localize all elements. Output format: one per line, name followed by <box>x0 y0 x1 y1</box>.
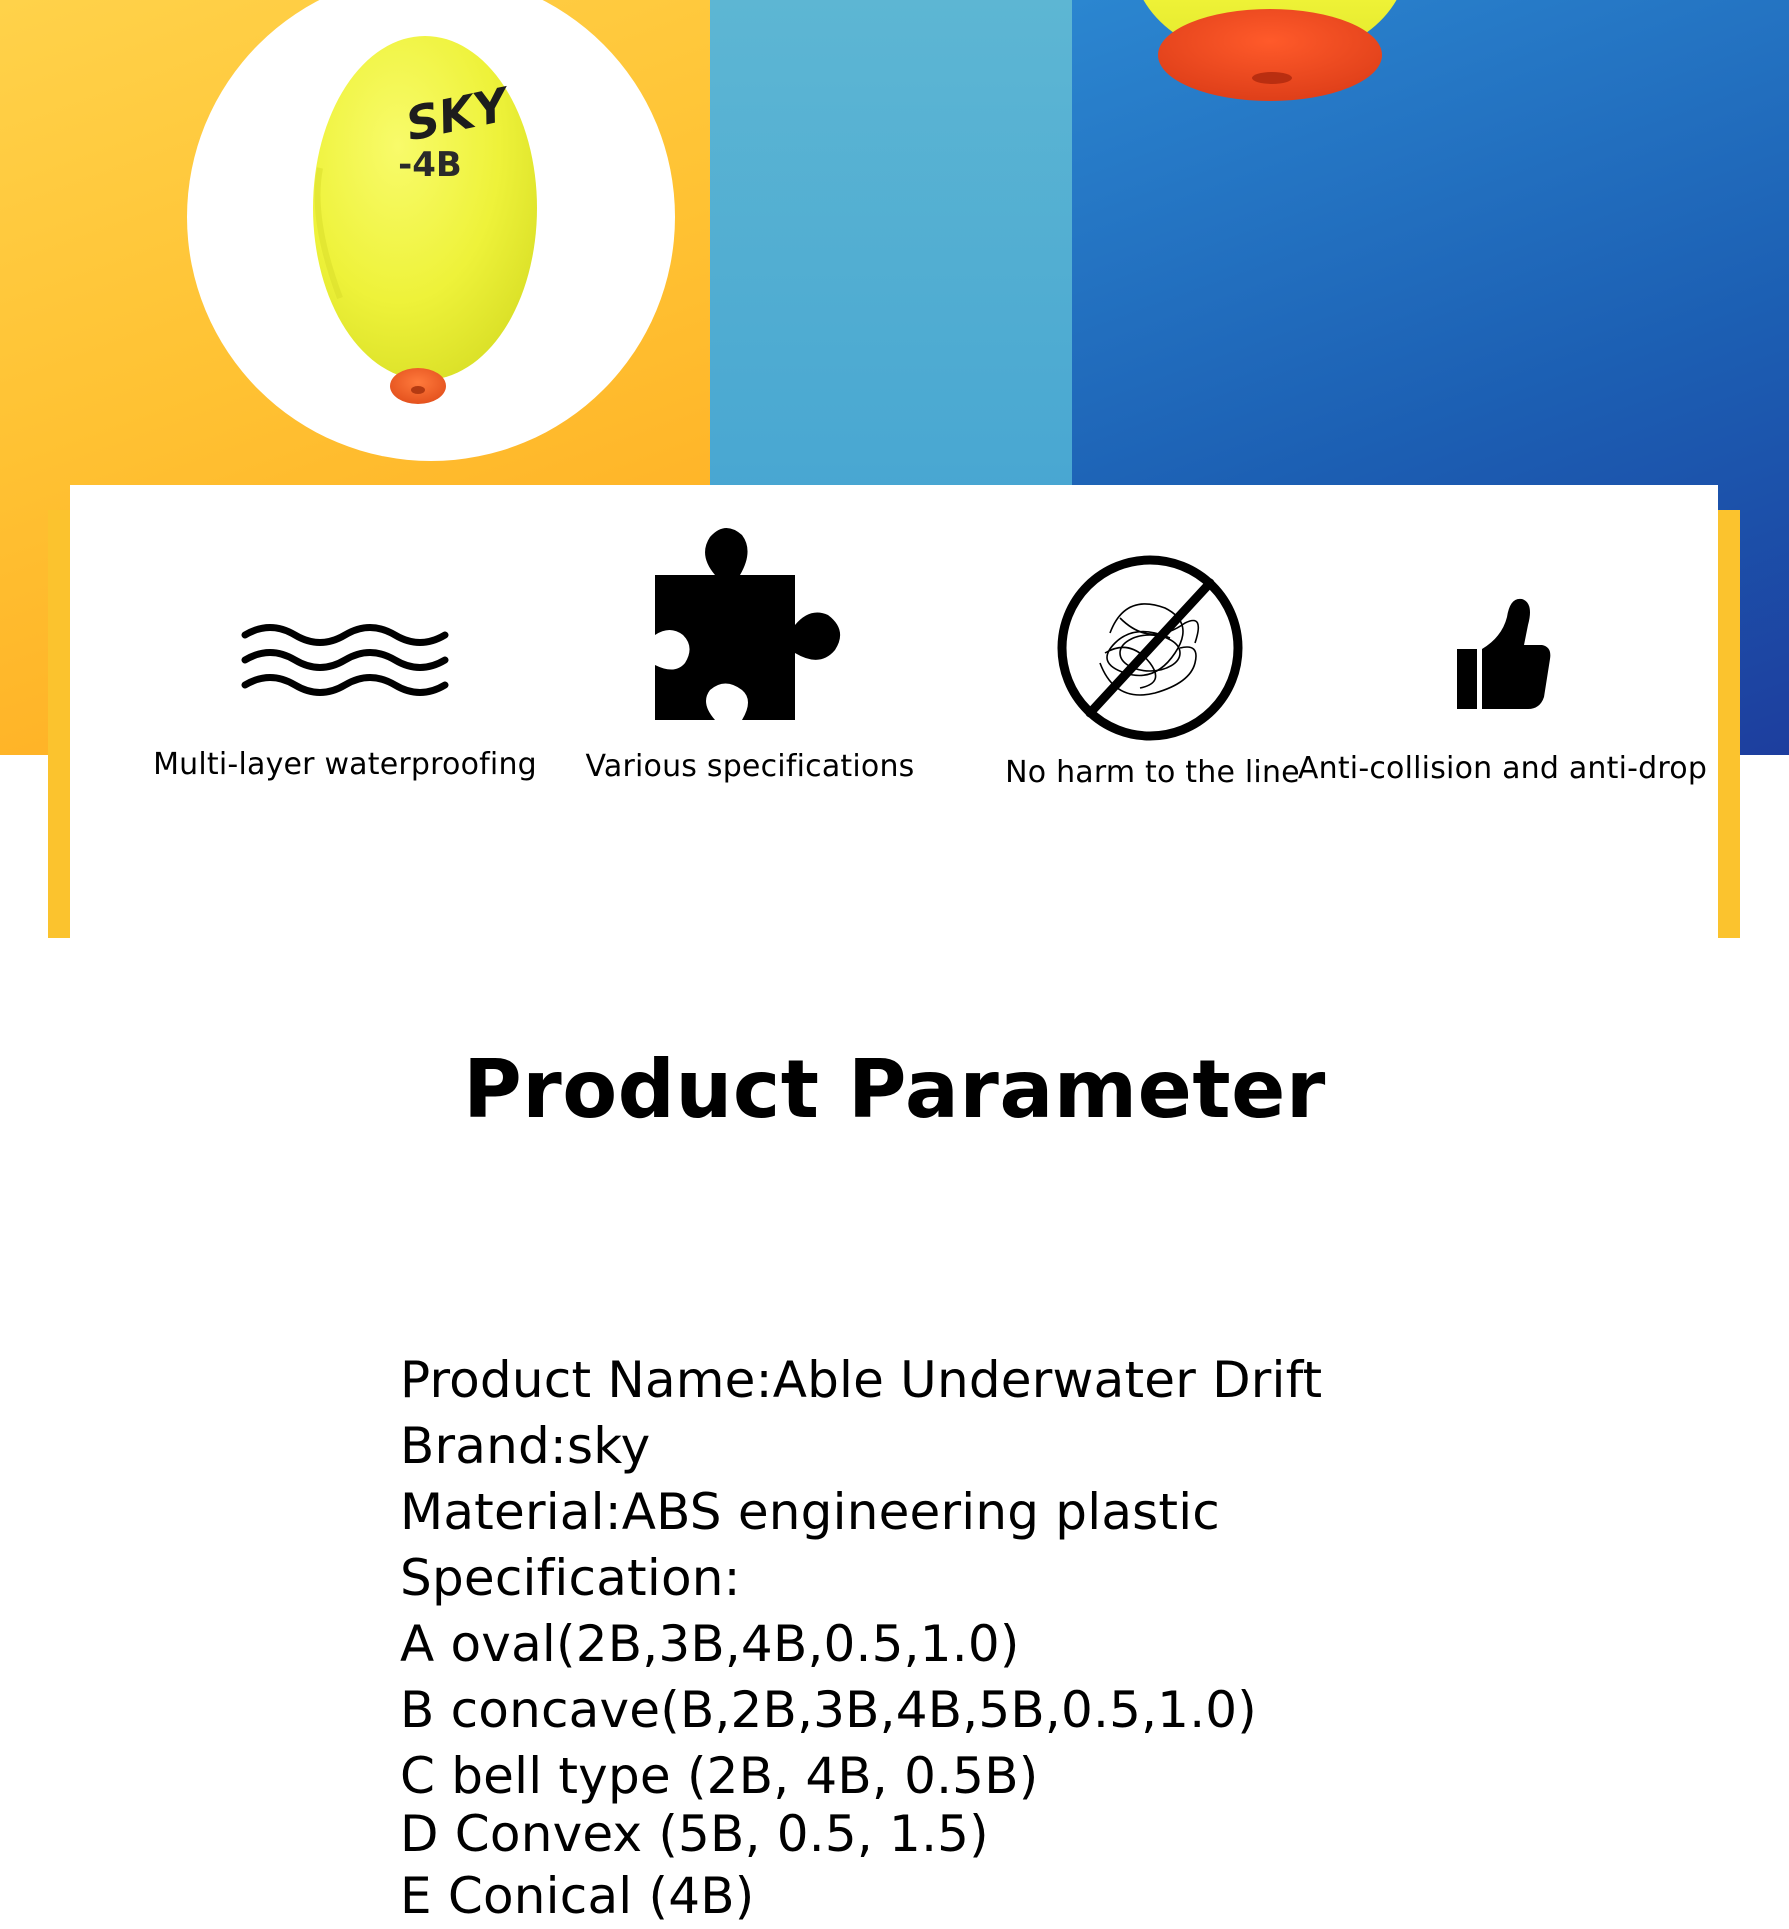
thumbs-up-icon <box>1452 597 1552 717</box>
feature-no-line-harm <box>970 485 1335 938</box>
no-tangle-icon <box>1055 553 1245 743</box>
parameter-line: B concave(B,2B,3B,4B,5B,0.5,1.0) <box>400 1681 1258 1739</box>
feature-anti-collision <box>1295 485 1710 938</box>
parameter-line: D Convex (5B, 0.5, 1.5) <box>400 1805 989 1863</box>
float-code-text: -4B <box>398 145 462 185</box>
float-brand-text: SKY <box>401 77 513 152</box>
feature-label: Various specifications <box>585 749 915 784</box>
feature-label: Anti-collision and anti-drop <box>1297 751 1708 786</box>
feature-card <box>70 485 1718 938</box>
parameter-line: A oval(2B,3B,4B,0.5,1.0) <box>400 1615 1020 1673</box>
float-top-image <box>1110 0 1430 135</box>
parameter-line: Brand:sky <box>400 1417 651 1475</box>
waves-icon <box>240 620 450 700</box>
feature-specifications <box>570 485 930 938</box>
parameter-line: C bell type (2B, 4B, 0.5B) <box>400 1747 1039 1805</box>
product-float-image <box>300 18 560 418</box>
section-title: Product Parameter <box>463 1043 1326 1136</box>
parameter-line: E Conical (4B) <box>400 1867 755 1925</box>
parameter-line: Product Name:Able Underwater Drift <box>400 1351 1323 1409</box>
puzzle-icon <box>650 525 850 720</box>
feature-waterproof <box>135 485 555 938</box>
parameter-list <box>400 1347 1322 1929</box>
parameter-line: Material:ABS engineering plastic <box>400 1483 1220 1541</box>
feature-label: Multi-layer waterproofing <box>153 747 537 782</box>
feature-label: No harm to the line <box>1005 755 1300 790</box>
parameter-line: Specification: <box>400 1549 741 1607</box>
